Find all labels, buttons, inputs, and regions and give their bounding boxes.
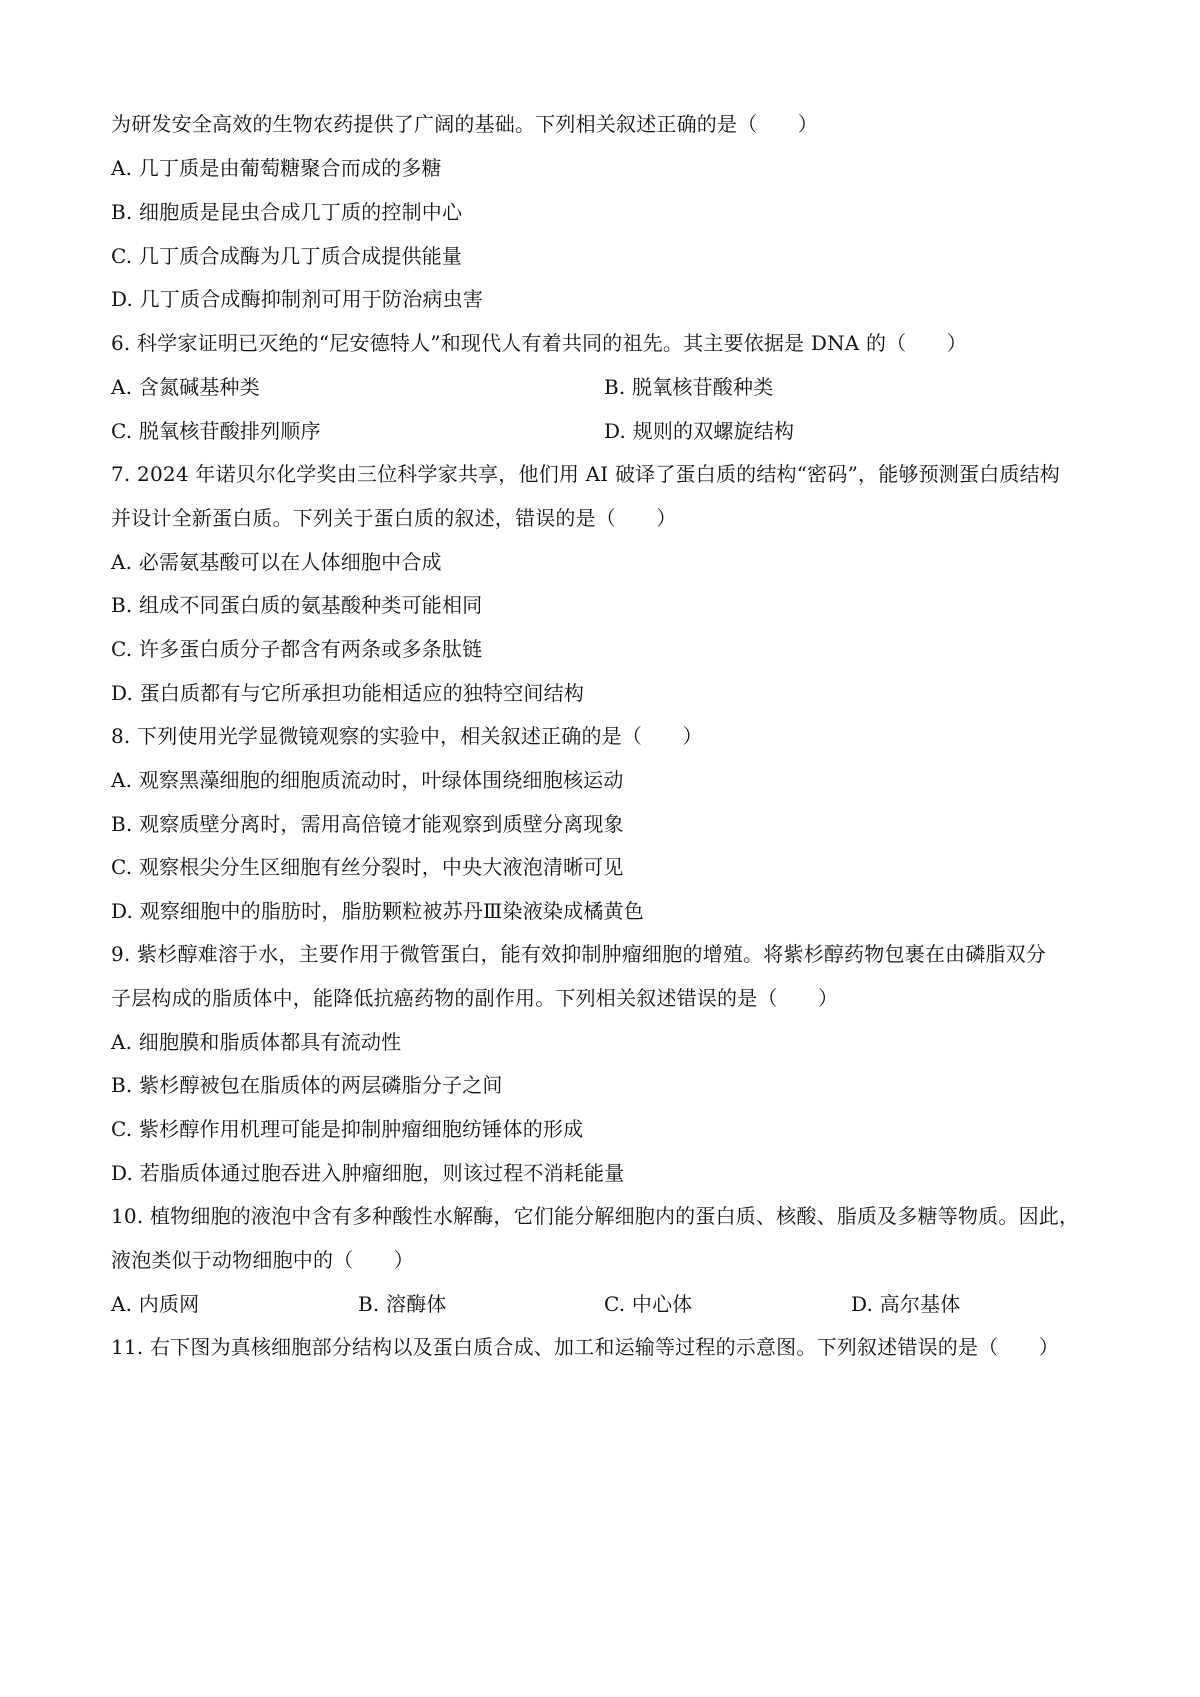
question-9-stem-line-2: 子层构成的脂质体中，能降低抗癌药物的副作用。下列相关叙述错误的是（ ） (111, 986, 839, 1010)
question-10-option-d: D. 高尔基体 (851, 1292, 961, 1316)
question-9-option-b: B. 紫杉醇被包在脂质体的两层磷脂分子之间 (111, 1073, 503, 1097)
question-6-option-c: C. 脱氧核苷酸排列顺序 (111, 419, 321, 443)
question-6-option-a: A. 含氮碱基种类 (111, 375, 260, 399)
question-10-stem-line-1: 10. 植物细胞的液泡中含有多种酸性水解酶，它们能分解细胞内的蛋白质、核酸、脂质及多糖等物质。因此， (111, 1204, 1080, 1228)
question-9-option-c: C. 紫杉醇作用机理可能是抑制肿瘤细胞纺锤体的形成 (111, 1117, 584, 1141)
question-5-stem: 为研发安全高效的生物农药提供了广阔的基础。下列相关叙述正确的是（ ） (111, 112, 818, 136)
question-10-option-a: A. 内质网 (111, 1292, 200, 1316)
question-6-stem: 6. 科学家证明已灭绝的“尼安德特人”和现代人有着共同的祖先。其主要依据是 DNA 的（ ） (111, 331, 967, 355)
question-6-option-d: D. 规则的双螺旋结构 (604, 419, 795, 443)
question-10-stem-line-2: 液泡类似于动物细胞中的（ ） (111, 1248, 414, 1272)
question-10-option-b: B. 溶酶体 (358, 1292, 447, 1316)
question-8-option-b: B. 观察质壁分离时，需用高倍镜才能观察到质壁分离现象 (111, 812, 624, 836)
question-8-stem: 8. 下列使用光学显微镜观察的实验中，相关叙述正确的是（ ） (111, 724, 703, 748)
question-7-option-a: A. 必需氨基酸可以在人体细胞中合成 (111, 550, 442, 574)
question-8-option-d: D. 观察细胞中的脂肪时，脂肪颗粒被苏丹Ⅲ染液染成橘黄色 (111, 899, 644, 923)
question-7-option-c: C. 许多蛋白质分子都含有两条或多条肽链 (111, 637, 483, 661)
question-8-option-c: C. 观察根尖分生区细胞有丝分裂时，中央大液泡清晰可见 (111, 855, 624, 879)
question-10-option-c: C. 中心体 (604, 1292, 693, 1316)
question-7-option-b: B. 组成不同蛋白质的氨基酸种类可能相同 (111, 593, 483, 617)
question-7-option-d: D. 蛋白质都有与它所承担功能相适应的独特空间结构 (111, 681, 585, 705)
question-5-option-a: A. 几丁质是由葡萄糖聚合而成的多糖 (111, 156, 442, 180)
question-9-stem-line-1: 9. 紫杉醇难溶于水，主要作用于微管蛋白，能有效抑制肿瘤细胞的增殖。将紫杉醇药物包裹在由磷脂双分 (111, 942, 1047, 966)
question-7-stem-line-1: 7. 2024 年诺贝尔化学奖由三位科学家共享，他们用 AI 破译了蛋白质的结构“密码”，能够预测蛋白质结构 (111, 462, 1061, 486)
question-7-stem-line-2: 并设计全新蛋白质。下列关于蛋白质的叙述，错误的是（ ） (111, 506, 677, 530)
question-9-option-a: A. 细胞膜和脂质体都具有流动性 (111, 1030, 402, 1054)
question-5-option-b: B. 细胞质是昆虫合成几丁质的控制中心 (111, 200, 463, 224)
question-9-option-d: D. 若脂质体通过胞吞进入肿瘤细胞，则该过程不消耗能量 (111, 1161, 625, 1185)
question-8-option-a: A. 观察黑藻细胞的细胞质流动时，叶绿体围绕细胞核运动 (111, 768, 624, 792)
question-11-stem: 11. 右下图为真核细胞部分结构以及蛋白质合成、加工和运输等过程的示意图。下列叙述错误的是（ ） (111, 1335, 1059, 1359)
question-5-option-d: D. 几丁质合成酶抑制剂可用于防治病虫害 (111, 287, 484, 311)
question-5-option-c: C. 几丁质合成酶为几丁质合成提供能量 (111, 244, 463, 268)
question-6-option-b: B. 脱氧核苷酸种类 (604, 375, 774, 399)
